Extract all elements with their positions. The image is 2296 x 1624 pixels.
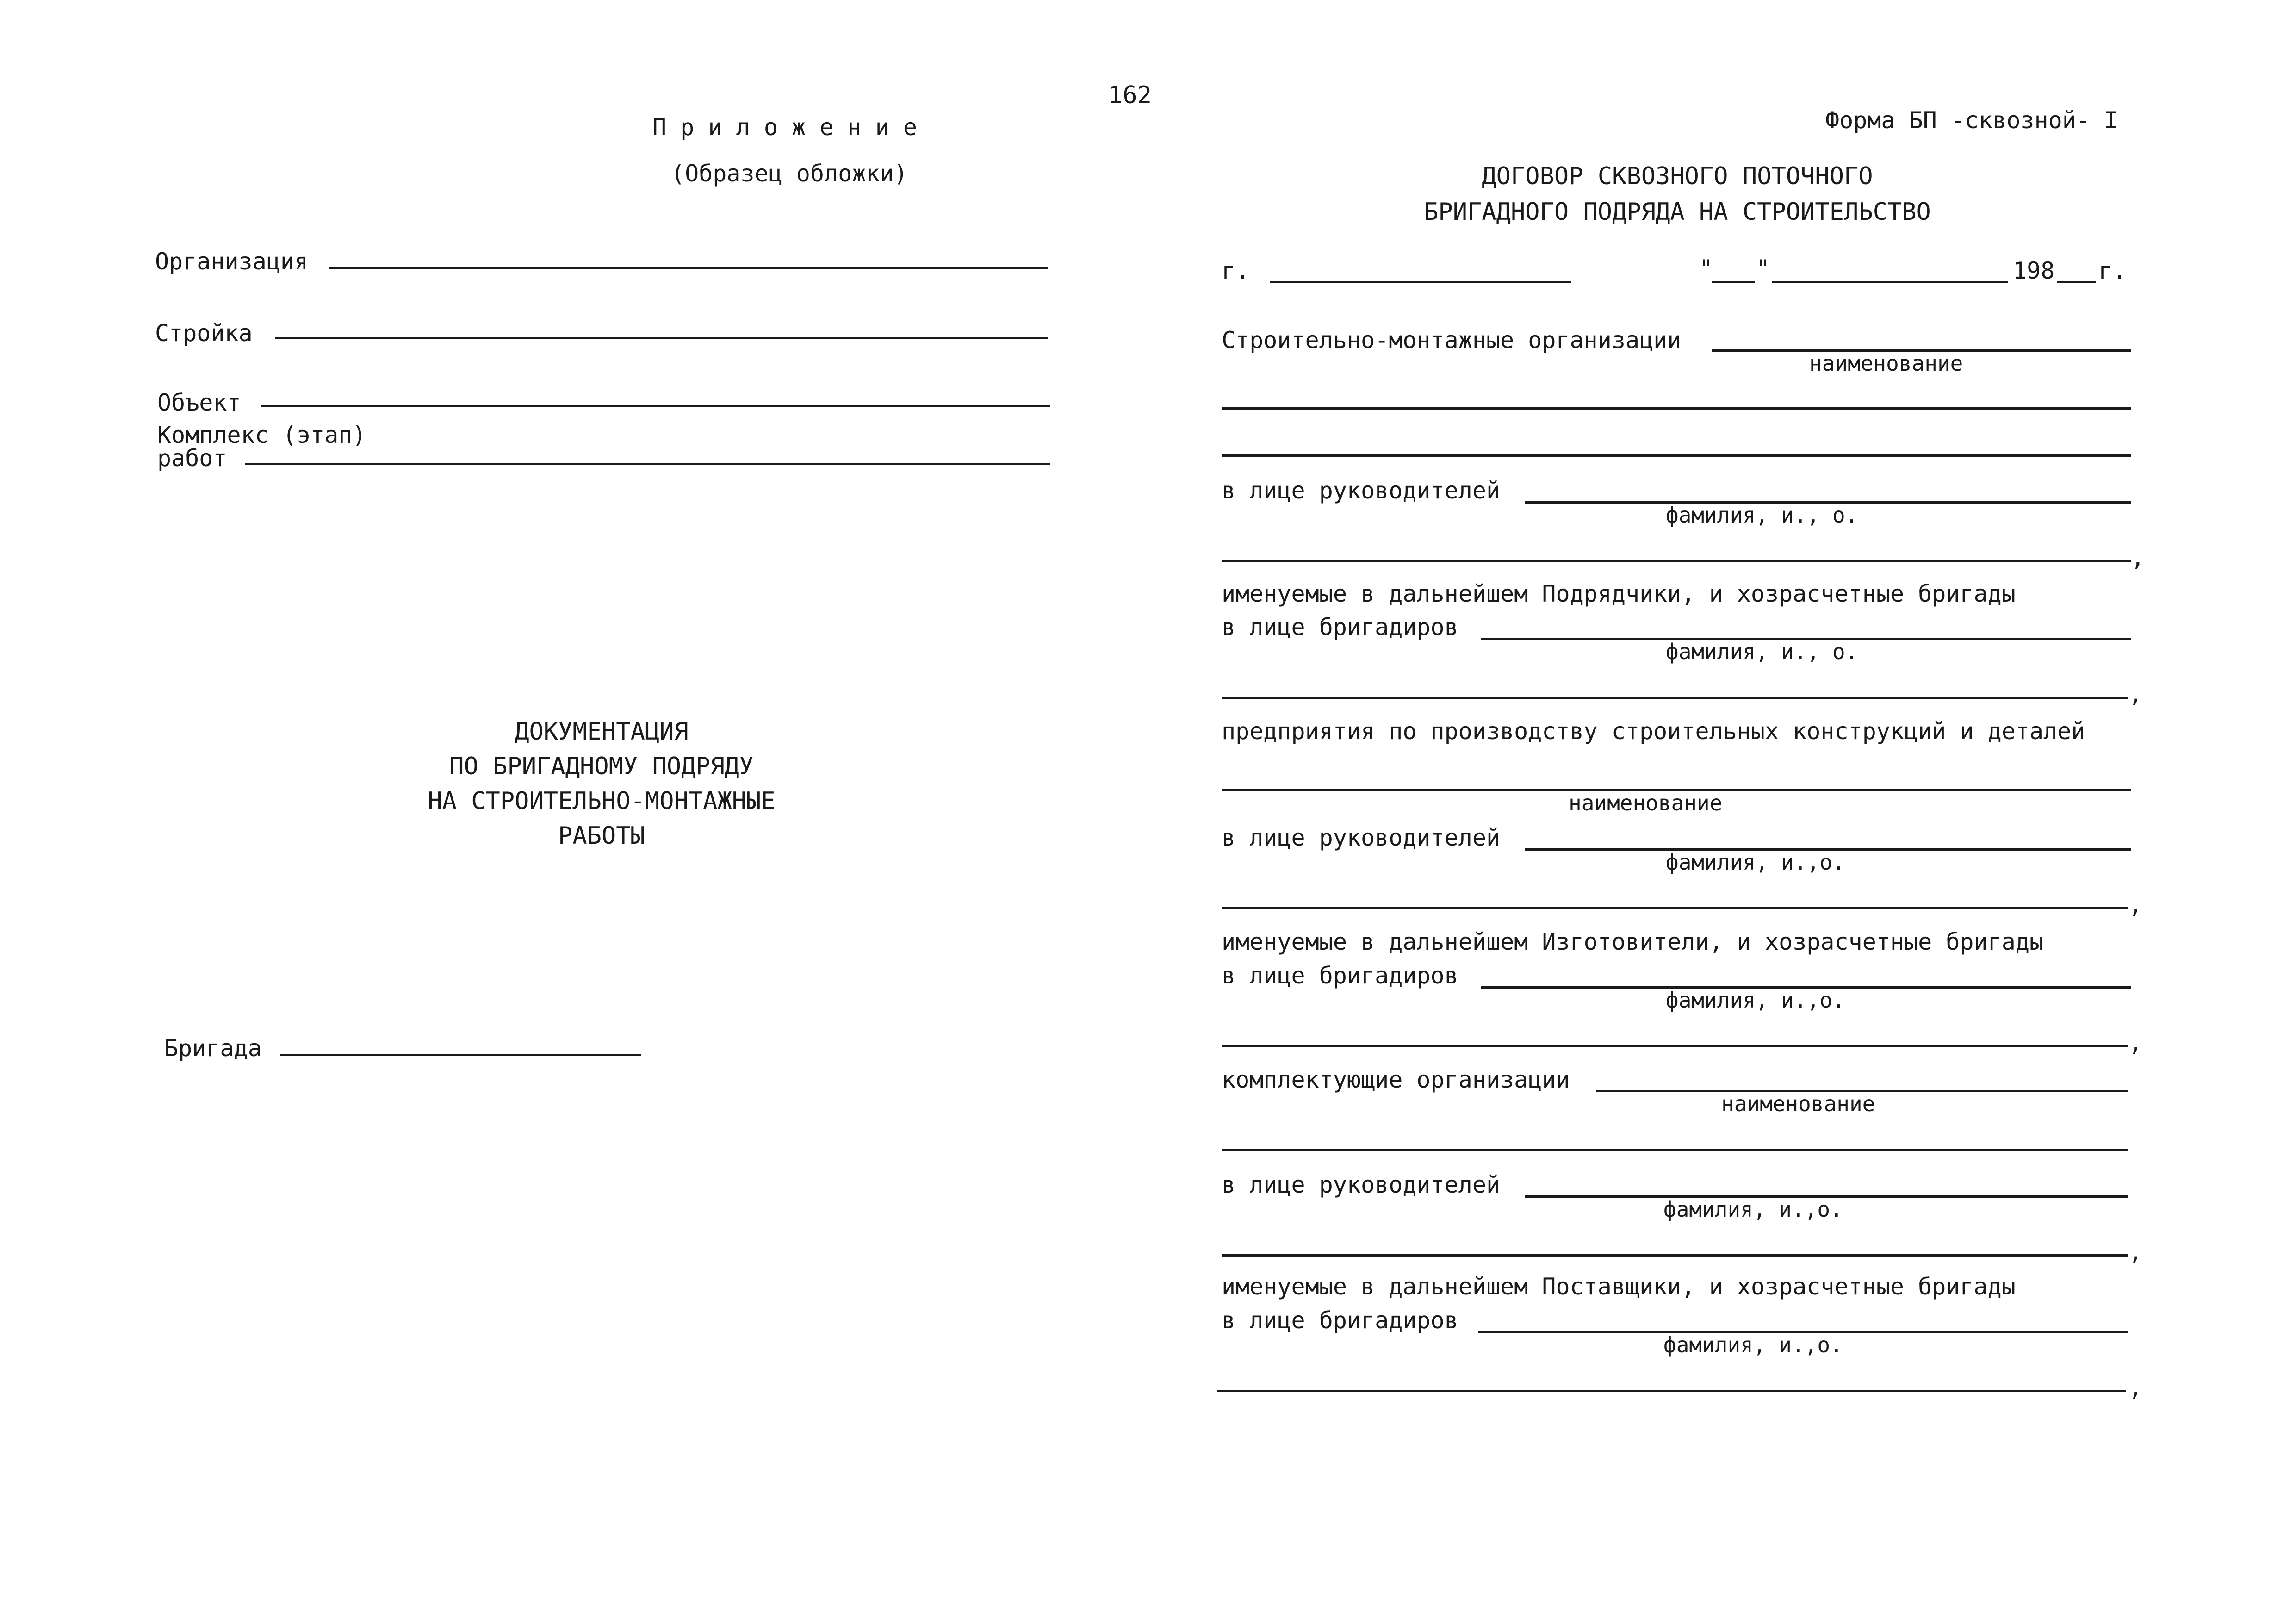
appendix-title: П р и л о ж е н и е <box>652 114 917 141</box>
date-year-prefix: 198 <box>2013 257 2055 284</box>
city-prefix: г. <box>1222 257 1250 284</box>
enterprises-heads-line-2 <box>1222 907 2128 909</box>
enterprises-heads-label: в лице руководителей <box>1222 824 1501 851</box>
smo-line-3 <box>1222 454 2131 457</box>
city-line <box>1270 281 1571 283</box>
doc-title-line-2: ПО БРИГАДНОМУ ПОДРЯДУ <box>449 753 754 780</box>
completing-line-2 <box>1222 1149 2128 1151</box>
doc-title-line-4: РАБОТЫ <box>558 822 645 850</box>
completing-label: комплектующие организации <box>1222 1066 1570 1093</box>
enterprises-name-caption: наименование <box>1569 790 1723 815</box>
form-label: Форма БП -сквозной- I <box>1825 107 2118 134</box>
field-organization-label: Организация <box>155 248 309 275</box>
contract-title-line-1: ДОГОВОР СКВОЗНОГО ПОТОЧНОГО <box>1482 162 1873 190</box>
page-number: 162 <box>1108 81 1152 109</box>
manufacturers-brigadiers-label: в лице бригадиров <box>1222 962 1458 989</box>
field-complex-label-1: Комплекс (этап) <box>157 422 366 448</box>
field-brigade-line <box>280 1054 641 1056</box>
manufacturers-comma: , <box>2128 1029 2143 1056</box>
completing-heads-caption: фамилия, и.,о. <box>1663 1197 1843 1222</box>
completing-heads-label: в лице руководителей <box>1222 1171 1501 1198</box>
suppliers-brigadiers-line-2 <box>1217 1390 2126 1392</box>
smo-heads-comma: , <box>2131 544 2145 571</box>
manufacturers-brigadiers-line-2 <box>1222 1045 2128 1047</box>
enterprises-comma: , <box>2128 891 2143 918</box>
suppliers-brigadiers-caption: фамилия, и.,о. <box>1663 1332 1843 1357</box>
completing-comma: , <box>2128 1238 2143 1265</box>
smo-heads-line-2 <box>1222 560 2131 562</box>
smo-line-2 <box>1222 407 2131 410</box>
field-construction-line <box>275 337 1048 339</box>
suppliers-comma: , <box>2128 1374 2143 1401</box>
field-complex-label-2: работ <box>157 445 227 472</box>
completing-heads-line-2 <box>1222 1254 2128 1257</box>
smo-label: Строительно-монтажные организации <box>1222 327 1682 354</box>
suppliers-text: именуемые в дальнейшем Поставщики, и хозрасчетные бригады <box>1222 1273 2016 1300</box>
doc-title-line-1: ДОКУМЕНТАЦИЯ <box>515 718 689 746</box>
field-brigade-label: Бригада <box>164 1035 262 1062</box>
contract-title-line-2: БРИГАДНОГО ПОДРЯДА НА СТРОИТЕЛЬСТВО <box>1424 198 1931 226</box>
contractors-brigadiers-label: в лице бригадиров <box>1222 614 1458 641</box>
enterprises-heads-caption: фамилия, и.,о. <box>1666 850 1845 875</box>
field-complex-line <box>245 463 1050 465</box>
manufacturers-text: именуемые в дальнейшем Изготовители, и хозрасчетные бригады <box>1222 928 2044 955</box>
date-quote-open: " <box>1699 255 1713 282</box>
date-quote-close: " <box>1756 255 1770 282</box>
field-organization-line <box>329 267 1048 269</box>
contractors-brigadiers-caption: фамилия, и., о. <box>1666 639 1858 664</box>
smo-heads-caption: фамилия, и., о. <box>1666 503 1858 528</box>
contractors-comma: , <box>2128 681 2143 708</box>
field-object-label: Объект <box>157 389 241 416</box>
completing-name-caption: наименование <box>1721 1091 1875 1116</box>
appendix-subtitle: (Образец обложки) <box>671 160 908 187</box>
field-construction-label: Стройка <box>155 320 253 347</box>
date-day-line <box>1712 281 1755 283</box>
contractors-text: именуемые в дальнейшем Подрядчики, и хозрасчетные бригады <box>1222 580 2016 607</box>
smo-name-caption: наименование <box>1809 351 1963 376</box>
date-month-line <box>1772 281 2008 283</box>
date-year-line <box>2057 281 2096 283</box>
suppliers-brigadiers-label: в лице бригадиров <box>1222 1307 1458 1334</box>
field-object-line <box>261 405 1050 407</box>
doc-title-line-3: НА СТРОИТЕЛЬНО-МОНТАЖНЫЕ <box>428 787 776 815</box>
contractors-brigadiers-line-2 <box>1222 697 2128 699</box>
date-year-suffix: г. <box>2098 257 2127 284</box>
smo-heads-label: в лице руководителей <box>1222 477 1501 504</box>
enterprises-text: предприятия по производству строительных конструкций и деталей <box>1222 718 2085 745</box>
manufacturers-brigadiers-caption: фамилия, и.,о. <box>1666 988 1845 1013</box>
